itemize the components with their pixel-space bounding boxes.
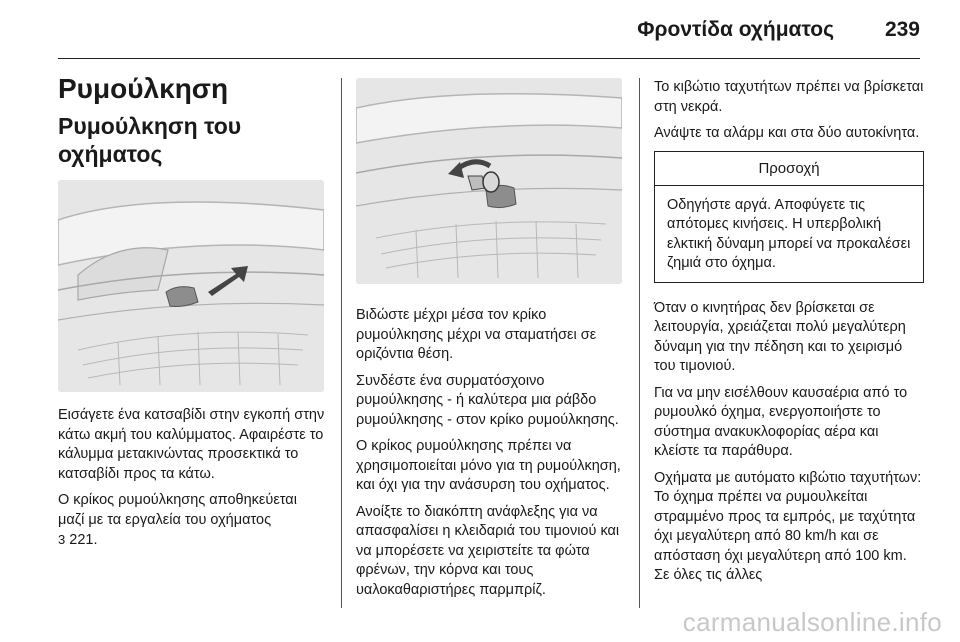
paragraph-towing-eye-storage: [58, 491, 326, 551]
column-3: [654, 78, 924, 593]
page-reference-link[interactable]: 221.: [69, 532, 98, 548]
paragraph-towing-only: Ο κρίκος ρυμούλκησης πρέπει να χρησιμοποιείται μόνο για τη ρυμούλκηση, και όχι για την ανάσυρση του οχήματος.: [356, 438, 621, 493]
column-divider-right: [639, 78, 640, 608]
caution-body: [655, 186, 923, 282]
paragraph-neutral-gear: Το κιβώτιο ταχυτήτων πρέπει να βρίσκεται στη νεκρά.: [654, 79, 924, 115]
towing-eye-illustration: [356, 78, 622, 284]
column-1: [58, 72, 326, 558]
paragraph-automatic-transmission: Οχήματα με αυτόματο κιβώτιο ταχυτήτων: Το όχημα πρέπει να ρυμουλκείται στραμμένο προς τα εμπρός, με ταχύτητα όχι μεγαλύτερη από 80 km/h και σε απόσταση όχι μεγαλύτερη από 100 km. Σε όλες τις άλλες: [654, 469, 922, 583]
caution-box: [654, 151, 924, 283]
caution-title: Προσοχή: [655, 152, 923, 186]
page-number: 239: [884, 18, 920, 41]
caution-text: Οδηγήστε αργά. Αποφύγετε τις απότομες κινήσεις. Η υπερβολική ελκτική δύναμη μπορεί να προκαλέσει ζημιά στο όχημα.: [667, 196, 911, 271]
header-title: Φροντίδα οχήματος: [637, 18, 834, 41]
paragraph-exhaust-gases: Για να μην εισέλθουν καυσαέρια από το ρυμουλκό όχημα, ενεργοποιήστε το σύστημα ανακυκλοφορίας αέρα και κλείστε τα παράθυρα.: [654, 384, 908, 459]
paragraph-attach-rope: Συνδέστε ένα συρματόσχοινο ρυμούλκησης - ή καλύτερα μια ράβδο ρυμούλκησης - στον κρίκο ρυμούλκησης.: [356, 372, 619, 428]
header-rule: [58, 58, 920, 59]
column-divider-left: [341, 78, 342, 608]
paragraph-ignition-on: Ανοίξτε το διακόπτη ανάφλεξης για να απασφαλίσει η κλειδαριά του τιμονιού και να μπορέσετε να χειριστείτε τα φώτα φρένων, την κόρνα και τους υαλοκαθαριστήρες παρμπρίζ.: [356, 503, 620, 598]
watermark: carmanualsonline.info: [682, 607, 942, 637]
bumper-cover-illustration: [58, 180, 324, 392]
paragraph-screw-in-eye: Βιδώστε μέχρι μέσα τον κρίκο ρυμούλκησης μέχρι να σταματήσει σε οριζόντια θέση.: [356, 307, 597, 362]
paragraph-text: Ο κρίκος ρυμούλκησης αποθηκεύεται μαζί με τα εργαλεία του οχήματος: [58, 492, 297, 528]
paragraph-engine-off: Όταν ο κινητήρας δεν βρίσκεται σε λειτουργία, χρειάζεται πολύ μεγαλύτερη δύναμη για την πέδηση και το χειρισμό του τιμονιού.: [654, 299, 906, 374]
column-2: [356, 78, 624, 607]
paragraph-hazard-lights: Ανάψτε τα αλάρμ και στα δύο αυτοκίνητα.: [654, 125, 920, 141]
section-title: Ρυμούλκηση: [58, 73, 229, 104]
section-subtitle: Ρυμούλκηση του οχήματος: [58, 113, 242, 167]
page-reference-glyph: 3: [58, 532, 66, 547]
paragraph-insert-screwdriver: Εισάγετε ένα κατσαβίδι στην εγκοπή στην κάτω ακμή του καλύμματος. Αφαιρέστε το κάλυμμα μετακινώντας προσεκτικά το κατσαβίδι προς τα κάτω.: [58, 407, 325, 482]
